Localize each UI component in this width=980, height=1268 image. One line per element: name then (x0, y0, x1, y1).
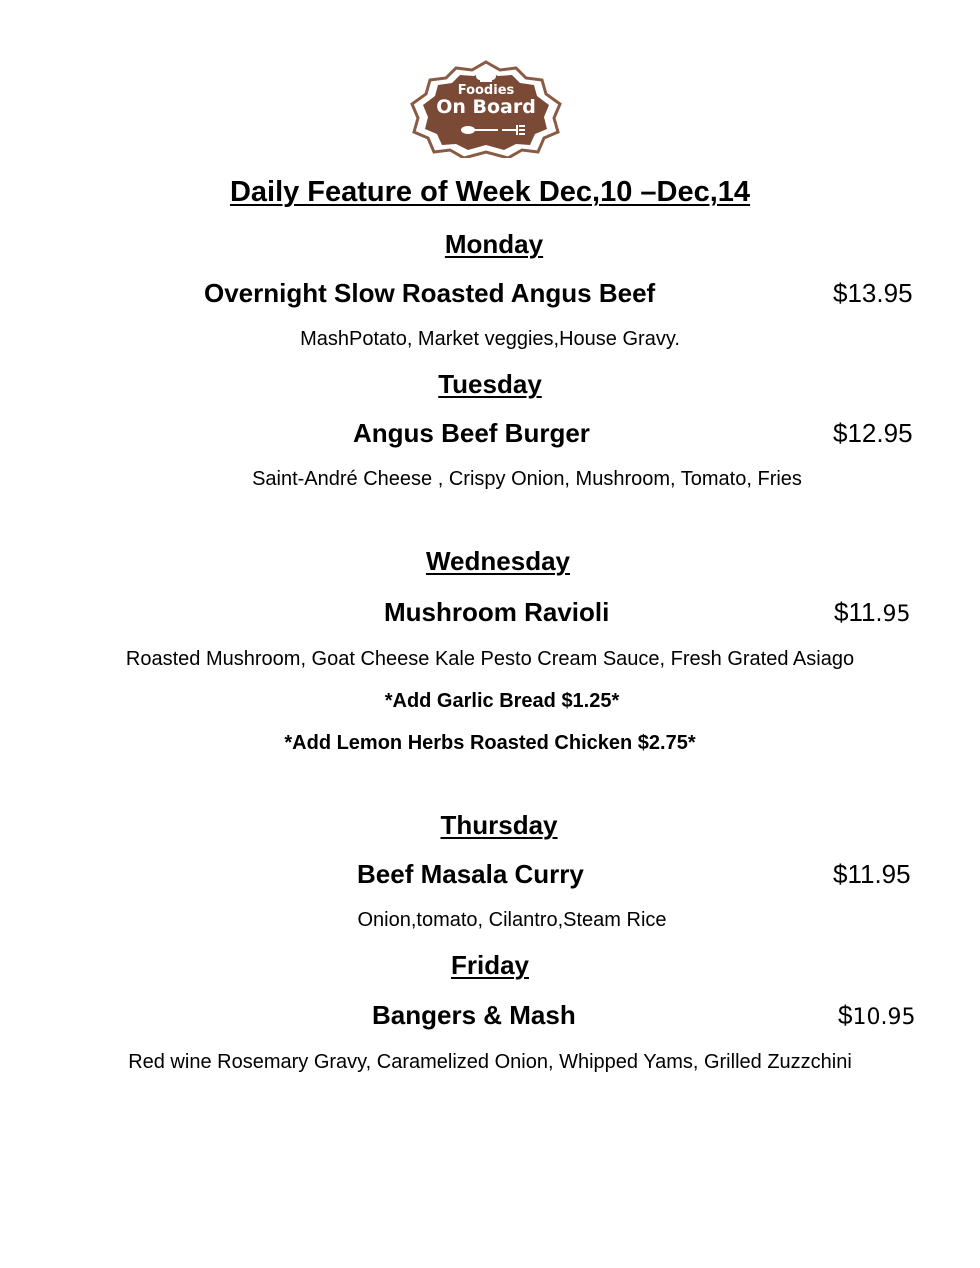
dish-name-wednesday: Mushroom Ravioli (384, 597, 610, 627)
logo-text-on-board: On Board (436, 96, 536, 118)
day-heading-friday: Friday (450, 950, 530, 980)
price-cents: .95 (875, 602, 911, 627)
dish-name-friday: Bangers & Mash (372, 1000, 576, 1030)
logo-text-foodies: Foodies (457, 83, 515, 98)
dish-name-monday: Overnight Slow Roasted Angus Beef (204, 278, 656, 308)
addon-garlic-bread: *Add Garlic Bread $1.25* (384, 690, 620, 712)
dish-description-tuesday: Saint-André Cheese , Crispy Onion, Mushroom, Tomato, Fries (252, 468, 802, 490)
dish-description-friday: Red wine Rosemary Gravy, Caramelized Onion, Whipped Yams, Grilled Zuzzchini (128, 1051, 852, 1073)
dish-price-monday: $13.95 (833, 278, 913, 308)
dish-description-monday: MashPotato, Market veggies,House Gravy. (300, 328, 680, 350)
dish-price-tuesday: $12.95 (833, 418, 913, 448)
foodies-on-board-logo (404, 58, 568, 158)
day-heading-tuesday: Tuesday (438, 369, 542, 399)
day-heading-monday: Monday (444, 229, 544, 259)
dish-description-thursday: Onion,tomato, Cilantro,Steam Rice (357, 909, 667, 931)
price-cents: 10.95 (852, 1005, 916, 1030)
dish-name-tuesday: Angus Beef Burger (353, 418, 590, 448)
day-heading-wednesday: Wednesday (425, 546, 570, 576)
dish-price-friday (838, 1000, 915, 1031)
dish-price-thursday: $11.95 (833, 859, 911, 889)
price-dollars: $ (838, 1000, 853, 1030)
addon-lemon-chicken: *Add Lemon Herbs Roasted Chicken $2.75* (284, 732, 696, 754)
day-heading-thursday: Thursday (440, 810, 558, 840)
page-title: Daily Feature of Week Dec,10 –Dec,14 (229, 176, 751, 208)
dish-description-wednesday: Roasted Mushroom, Goat Cheese Kale Pesto Cream Sauce, Fresh Grated Asiago (125, 648, 855, 670)
price-dollars: $11 (834, 597, 876, 627)
dish-name-thursday: Beef Masala Curry (357, 859, 584, 889)
dish-price-wednesday (834, 597, 910, 628)
